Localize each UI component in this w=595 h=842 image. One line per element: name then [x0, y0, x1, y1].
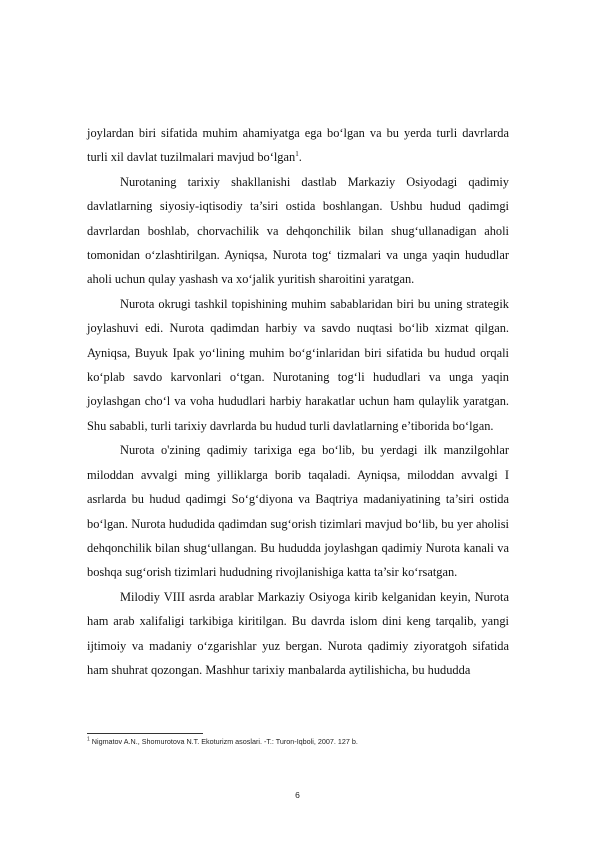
body-text — [87, 121, 509, 682]
footnote-mark: 1 — [87, 736, 90, 743]
paragraph-1 — [87, 121, 509, 170]
page-number: 6 — [295, 790, 300, 800]
paragraph-1-text: joylardan biri sifatida muhim ahamiyatga ega bo‘lgan va bu yerda turli davrlarda turli xil davlat tuzilmalari mavjud bo‘lgan — [87, 126, 509, 165]
footnote-reference[interactable]: 1 — [295, 150, 299, 159]
paragraph-1-end: . — [298, 150, 302, 165]
footnote-separator — [87, 733, 203, 734]
footnote-text: Nigmatov A.N., Shomurotova N.T. Ekoturizm asoslari. -T.: Turon-Iqboli, 2007. 127 b. — [91, 737, 358, 746]
paragraph-3: Nurota okrugi tashkil topishining muhim sabablaridan biri bu uning strategik joylashuvi edi. Nurota qadimdan harbiy va savdo nuqtasi bo‘lib xizmat qilgan. Ayniqsa, Buyuk Ipak yo‘lining muhim bo‘g‘inlaridan biri sifatida bu hudud orqali ko‘plab savdo karvonlari o‘tgan. Nurotaning tog‘li hududlari va unga yaqin joylashgan cho‘l va voha hududlari harbiy harakatlar uchun ham qulaylik yaratgan. Shu sababli, turli tarixiy davrlarda bu hudud turli davlatlarning e’tiborida bo‘lgan. — [87, 296, 509, 433]
footnote — [87, 737, 509, 747]
paragraph-5: Milodiy VIII asrda arablar Markaziy Osiyoga kirib kelganidan keyin, Nurota ham arab xalifaligi tarkibiga kiritilgan. Bu davrda islom dini keng tarqalib, yangi ijtimoiy va madaniy o‘zgarishlar yuz bergan. Nurota qadimiy ziyoratgoh sifatida ham shuhrat qozongan. Mashhur tarixiy manbalarda aytilishicha, bu hududda — [87, 589, 509, 677]
paragraph-4: Nurota o'zining qadimiy tarixiga ega bo‘lib, bu yerdagi ilk manzilgohlar miloddan avvalgi ming yilliklarga borib taqaladi. Ayniqsa, miloddan avvalgi I asrlarda bu hudud qadimgi So‘g‘diyona va Baqtriya madaniyatining ta’siri ostida bo‘lgan. Nurota hududida qadimdan sug‘orish tizimlari mavjud bo‘lib, bu yer aholisi dehqonchilik bilan shug‘ullangan. Bu hududda joylashgan qadimiy Nurota kanali va boshqa sug‘orish tizimlari hududning rivojlanishiga katta ta’sir ko‘rsatgan. — [87, 443, 509, 580]
paragraph-2: Nurotaning tarixiy shakllanishi dastlab Markaziy Osiyodagi qadimiy davlatlarning siyosiy-iqtisodiy ta’siri ostida boshlangan. Ushbu hudud qadimgi davrlardan boshlab, chorvachilik va dehqonchilik bilan shug‘ullanadigan aholi tomonidan o‘zlashtirilgan. Ayniqsa, Nurota tog‘ tizmalari va unga yaqin hududlar aholi uchun qulay yashash va xo‘jalik yuritish sharoitini yaratgan. — [87, 174, 509, 287]
